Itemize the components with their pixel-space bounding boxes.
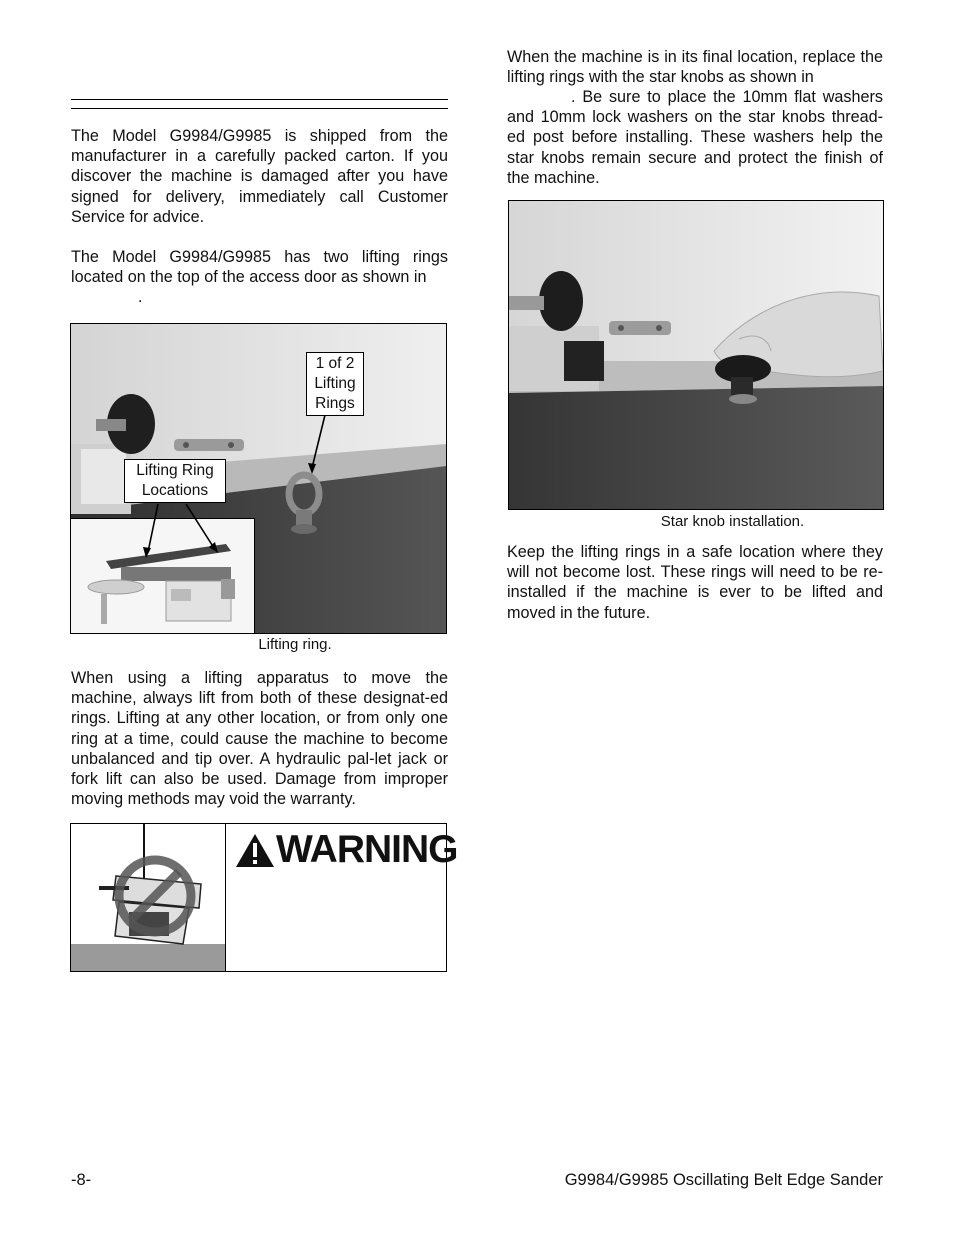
warning-title: WARNING <box>276 828 458 871</box>
rings-paragraph-end: . <box>138 288 143 306</box>
keep-paragraph: Keep the lifting rings in a safe location where they will not become lost. These rings will need to be re-installed if the machine is ever to be lifted and moved in the future. <box>507 543 883 622</box>
replace-paragraph-continued <box>507 87 883 188</box>
footer-title: G9984/G9985 Oscillating Belt Edge Sander <box>564 1171 883 1189</box>
callout-lifting-ring-locations: Lifting Ring Locations <box>124 459 226 503</box>
warning-triangle-icon <box>235 832 275 868</box>
figure2-caption: Star knob installation. <box>660 513 805 530</box>
replace-paragraph-2-text: . Be sure to place the 10mm flat washers and 10mm lock washers on the star knobs thread-ed post before installing. These washers help the star knobs remain secure and protect the finish of the machine. <box>507 88 883 187</box>
figure1-caption: Lifting ring. <box>258 636 332 653</box>
star-knob-photo <box>508 200 884 510</box>
intro-paragraph: The Model G9984/G9985 is shipped from the manufacturer in a carefully packed carton. If you discover the machine is damaged after you have signed for delivery, immediately call Customer Service for advice. <box>71 127 448 226</box>
lifting-paragraph: When using a lifting apparatus to move the machine, always lift from both of these designat-ed rings. Lifting at any other location, or from only one ring at a time, could cause the machine to become unbalanced and tip over. A hydraulic pal-let jack or fork lift can also be used. Damage from improper moving methods may void the warranty. <box>71 669 448 809</box>
star-knob-illustration <box>509 201 883 509</box>
page-number: -8- <box>71 1171 92 1189</box>
warning-box <box>70 823 458 972</box>
warning-header <box>235 828 458 872</box>
replace-paragraph: When the machine is in its final location, replace the lifting rings with the star knobs as shown in <box>507 48 883 87</box>
no-lift-illustration <box>71 824 225 971</box>
warning-illustration-panel <box>71 824 226 971</box>
callout-lifting-rings: 1 of 2 Lifting Rings <box>306 352 364 416</box>
rings-paragraph-text: The Model G9984/G9985 has two lifting rings located on the top of the access door as shown in <box>71 248 448 287</box>
